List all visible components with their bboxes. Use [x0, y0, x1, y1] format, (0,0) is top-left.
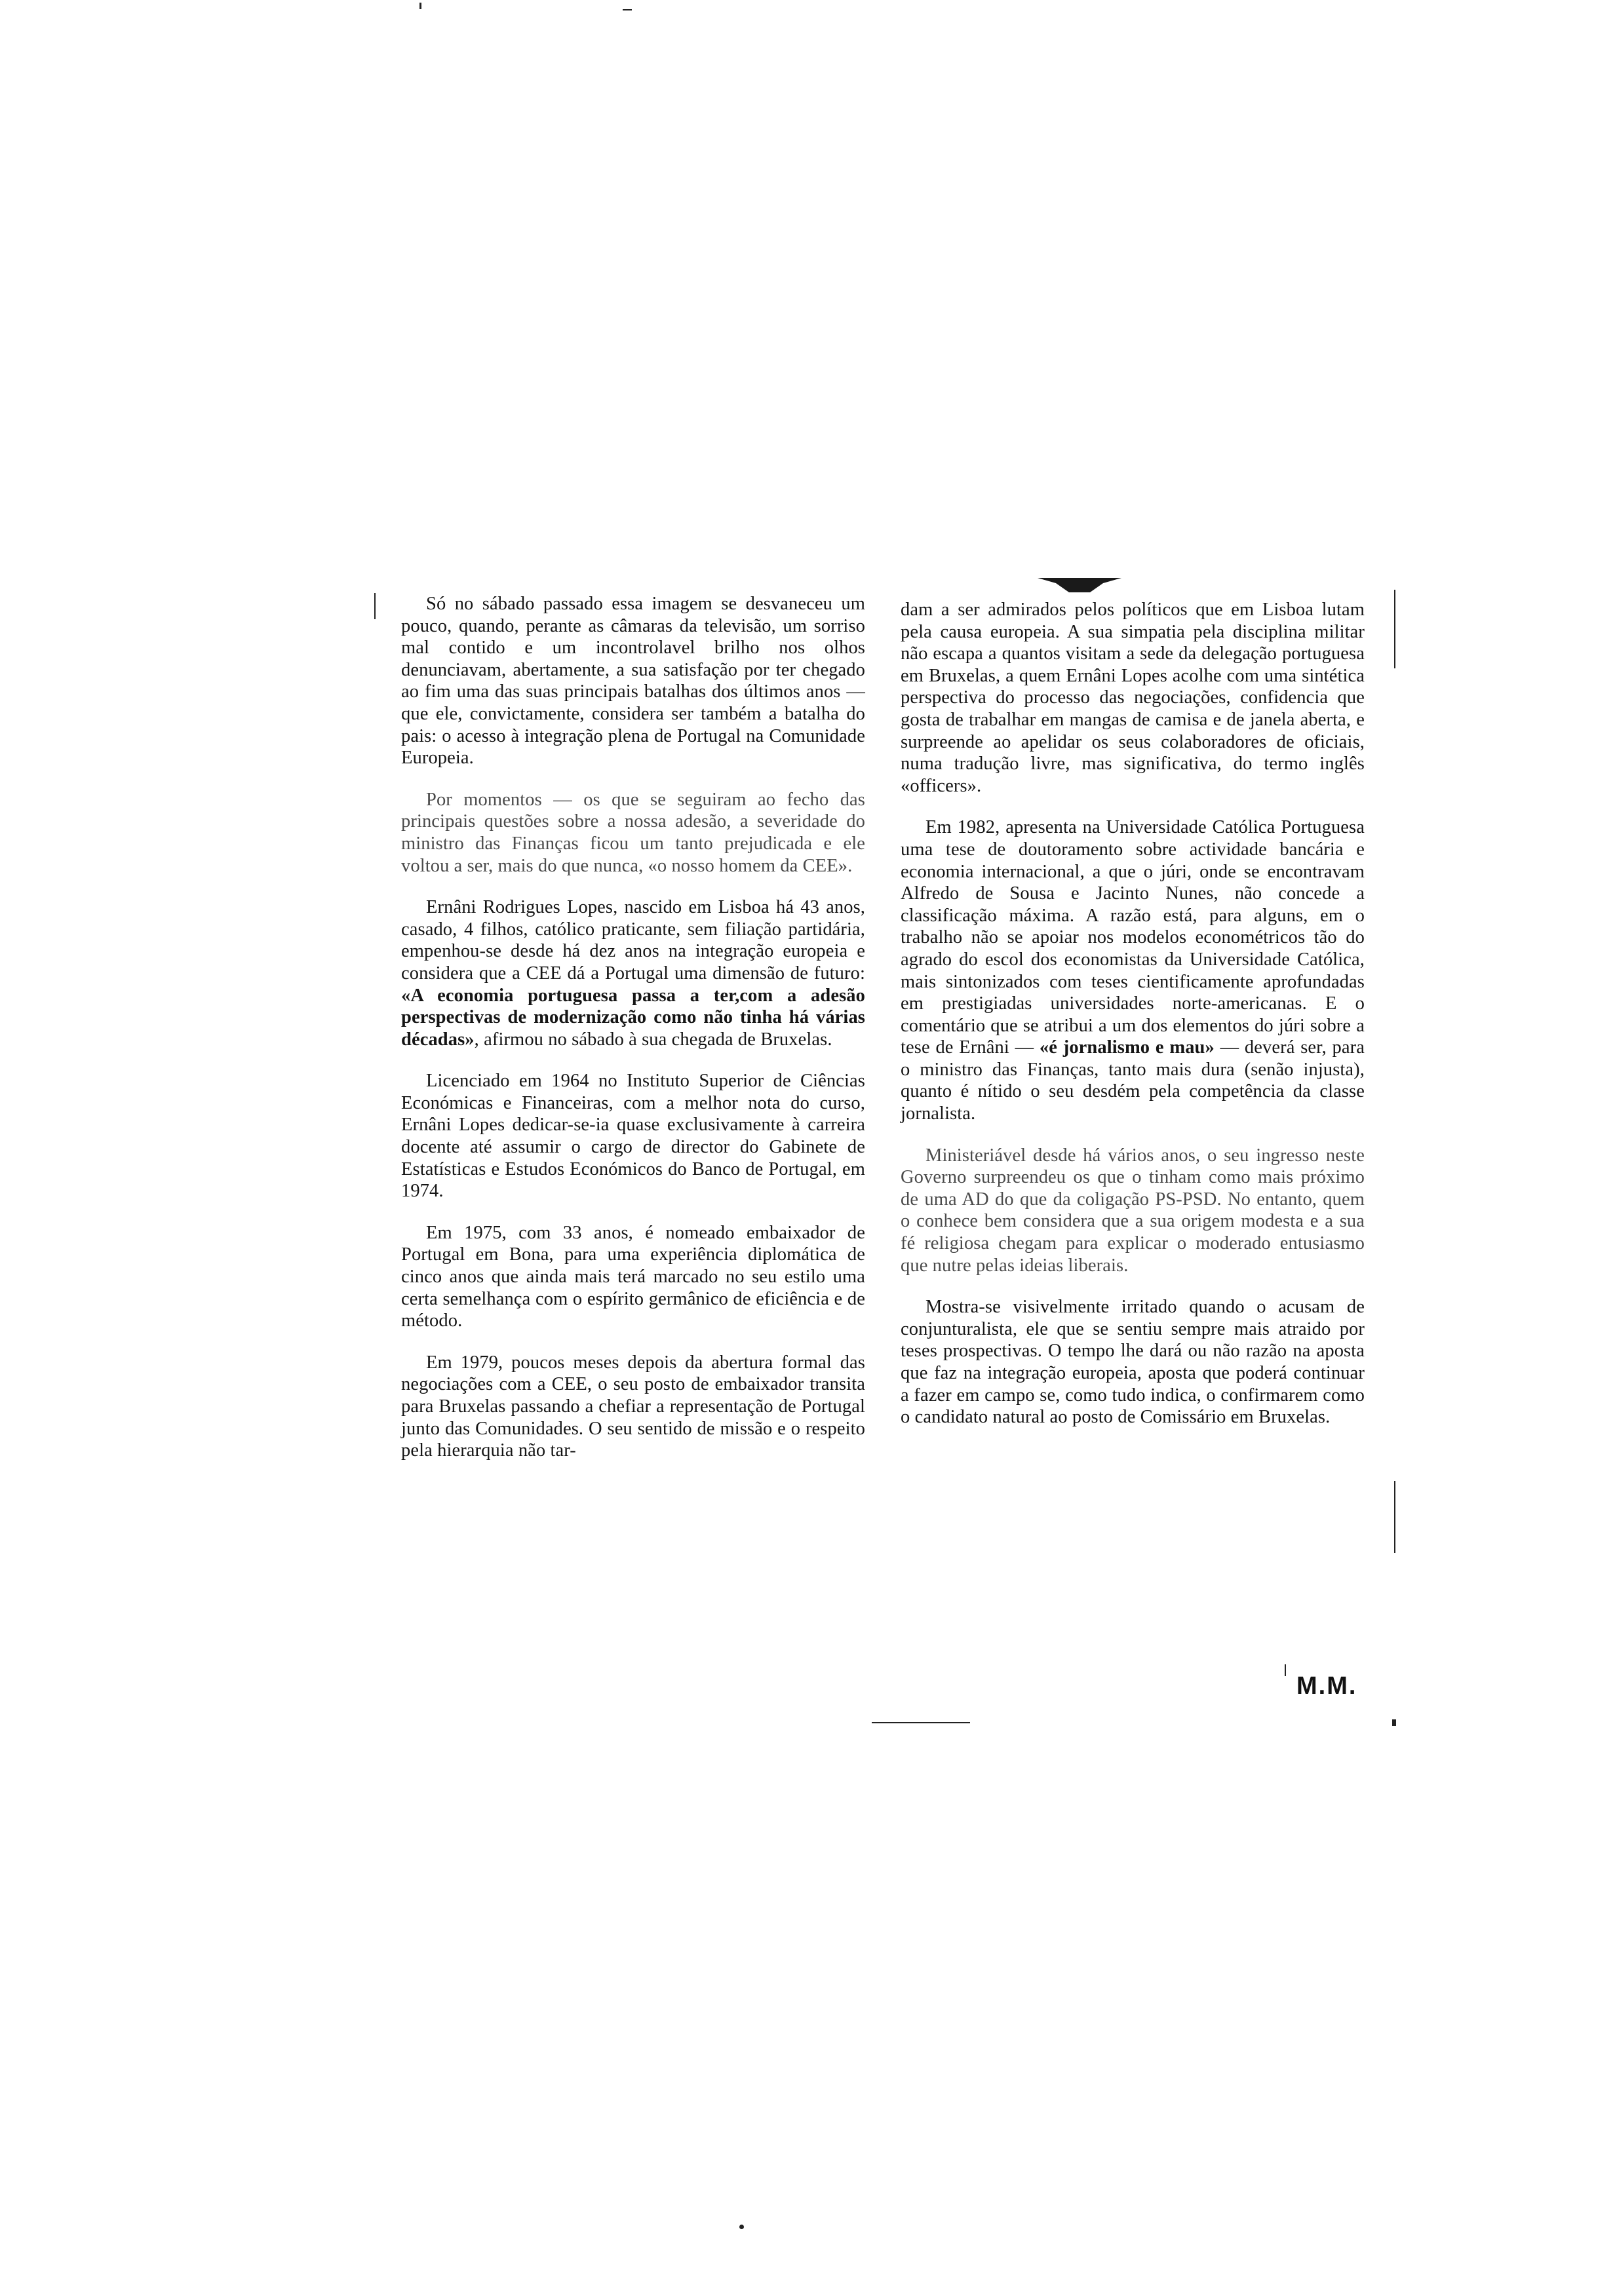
paragraph: Só no sábado passado essa imagem se desvaneceu um pouco, quando, perante as câmaras da televisão, um sorriso mal contido e um incontrolavel brilho nos olhos denunciavam, abertamente, a sua satisfação por ter chegado ao fim uma das suas principais batalhas dos últimos anos — que ele, convictamente, considera ser também a batalha do pais: o acesso à integração plena de Portugal na Comunidade Europeia. — [401, 594, 865, 769]
article-column-left — [401, 593, 865, 1482]
scan-mark — [1392, 1719, 1396, 1726]
ornament-icon — [1038, 577, 1121, 594]
scan-mark — [872, 1722, 970, 1723]
paragraph — [401, 896, 865, 1050]
scan-mark — [1394, 1481, 1395, 1553]
scan-mark — [419, 3, 421, 9]
scan-mark — [1394, 590, 1395, 668]
scan-mark — [739, 2225, 744, 2229]
paragraph-text: Em 1982, apresenta na Universidade Católica Portuguesa uma tese de doutoramento sobre actividade bancária e economia internacional, a que o júri, onde se encontravam Alfredo de Sousa e Jacinto Nunes, não concede a classificação máxima. A razão está, para alguns, em o trabalho não se apoiar nos modelos econométricos tão do agrado do escol dos economistas da Universidade Católica, mais sintonizados com teses cientificamente aprofundadas em prestigiadas universidades norte-americanas. E o comentário que se atribui a um dos elementos do júri sobre a tese de Ernâni — — [901, 817, 1365, 1058]
scan-mark — [623, 9, 632, 10]
quote: «é jornalismo e mau» — [1039, 1037, 1215, 1058]
paragraph: Por momentos — os que se seguiram ao fecho das principais questões sobre a nossa adesão, a severidade do ministro das Finanças ficou um tanto prejudicada e ele voltou a ser, mais do que nunca, «o nosso homem da CEE». — [401, 789, 865, 876]
paragraph: Em 1975, com 33 anos, é nomeado embaixador de Portugal em Bona, para uma experiência diplomática de cinco anos que ainda mais terá marcado no seu estilo uma certa semelhança com o espírito germânico de eficiência e de método. — [401, 1222, 865, 1331]
paragraph: Licenciado em 1964 no Instituto Superior de Ciências Económicas e Financeiras, com a melhor nota do curso, Ernâni Lopes dedicar-se-ia quase exclusivamente à carreira docente até assumir o cargo de director do Gabinete de Estatísticas e Estudos Económicos do Banco de Portugal, em 1974. — [401, 1071, 865, 1202]
paragraph — [901, 816, 1365, 1124]
paragraph: Ministeriável desde há vários anos, o seu ingresso neste Governo surpreendeu os que o tinham como mais próximo de uma AD do que da coligação PS-PSD. No entanto, quem o conhece bem considera que a sua origem modesta e a sua fé religiosa chegam para explicar o moderado entusiasmo que nutre pelas ideias liberais. — [901, 1145, 1365, 1276]
paragraph-text: , afirmou no sábado à sua chegada de Bruxelas. — [474, 1029, 832, 1050]
paragraph: Em 1979, poucos meses depois da abertura formal das negociações com a CEE, o seu posto de embaixador transita para Bruxelas passando a chefiar a representação de Portugal junto das Comunidades. O seu sentido de missão e o respeito pela hierarquia não tar- — [401, 1352, 865, 1461]
author-signature: M.M. — [1296, 1672, 1357, 1700]
quote: «A economia portuguesa passa a ter,com a adesão perspectivas de modernização como não tinha há várias décadas» — [401, 985, 865, 1050]
scan-mark — [374, 593, 376, 619]
scan-mark — [1285, 1664, 1286, 1676]
article-column-right — [901, 599, 1365, 1448]
paragraph-text: — deverá ser, para o ministro das Finanças, tanto mais dura (senão injusta), quanto é nítido o seu desdém pela competência da classe jornalista. — [901, 1037, 1365, 1124]
paragraph: Mostra-se visivelmente irritado quando o acusam de conjunturalista, ele que se sentiu sempre mais atraido por teses prospectivas. O tempo lhe dará ou não razão na aposta que faz na integração europeia, aposta que poderá continuar a fazer em campo se, como tudo indica, o confirmarem como o candidato natural ao posto de Comissário em Bruxelas. — [901, 1297, 1365, 1428]
paragraph: dam a ser admirados pelos políticos que em Lisboa lutam pela causa europeia. A sua simpatia pela disciplina militar não escapa a quantos visitam a sede da delegação portuguesa em Bruxelas, a quem Ernâni Lopes acolhe com uma sintética perspectiva do processo das negociações, confidencia que gosta de trabalhar em mangas de camisa e de janela aberta, e surpreende ao apelidar os seus colaboradores de oficiais, numa tradução livre, mas significativa, do termo inglês «officers». — [901, 600, 1365, 796]
paragraph-text: Ernâni Rodrigues Lopes, nascido em Lisboa há 43 anos, casado, 4 filhos, católico praticante, sem filiação partidária, empenhou-se desde há dez anos na integração europeia e considera que a CEE dá a Portugal uma dimensão de futuro: — [401, 897, 865, 984]
